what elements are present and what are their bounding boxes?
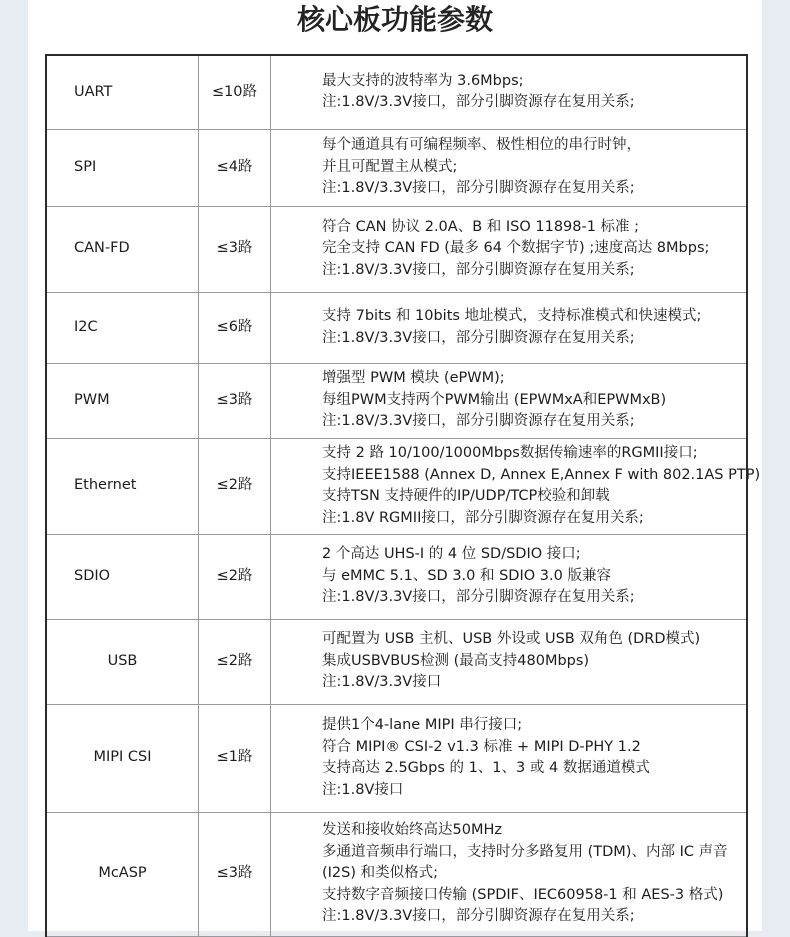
interface-description	[271, 534, 748, 619]
table-row	[46, 812, 747, 936]
description-line: 支持数字音频接口传输 (SPDIF、IEC60958-1 和 AES-3 格式)	[322, 886, 724, 903]
interface-description	[271, 55, 748, 129]
interface-name: CAN-FD	[46, 206, 199, 292]
interface-name: I2C	[46, 292, 199, 363]
channel-count: ≤4路	[199, 129, 271, 206]
interface-description	[271, 292, 748, 363]
table-row	[46, 704, 747, 812]
description-line: 可配置为 USB 主机、USB 外设或 USB 双角色 (DRD模式)	[322, 631, 701, 648]
interface-name: UART	[46, 55, 199, 129]
channel-count: ≤3路	[199, 812, 271, 936]
table-row	[46, 55, 747, 129]
description-line: 最大支持的波特率为 3.6Mbps;	[322, 72, 524, 89]
description-line: 发送和接收始终高达50MHz	[322, 822, 502, 839]
channel-count: ≤6路	[199, 292, 271, 363]
description-line: 注:1.8V/3.3V接口	[322, 674, 442, 691]
description-line: 每个通道具有可编程频率、极性相位的串行时钟，	[322, 137, 641, 154]
page-title: 核心板功能参数	[296, 3, 493, 36]
interface-name: SDIO	[46, 534, 199, 619]
interface-description	[271, 206, 748, 292]
channel-count: ≤2路	[199, 438, 271, 534]
spec-table	[45, 54, 761, 937]
table-row	[46, 363, 747, 438]
description-line: 多通道音频串行端口，支持时分多路复用 (TDM)、内部 IC 声音	[322, 843, 728, 860]
description-line: 注:1.8V/3.3V接口，部分引脚资源存在复用关系;	[322, 94, 635, 111]
description-line: 支持高达 2.5Gbps 的 1、1、3 或 4 数据通道模式	[322, 760, 650, 776]
channel-count: ≤1路	[199, 704, 271, 812]
spec-panel	[28, 0, 762, 931]
interface-name: McASP	[46, 812, 199, 936]
description-line: 注:1.8V/3.3V接口，部分引脚资源存在复用关系;	[322, 413, 635, 430]
description-line: 支持TSN 支持硬件的IP/UDP/TCP校验和卸载	[322, 488, 610, 504]
interface-description	[271, 619, 748, 704]
description-line: 支持IEEE1588 (Annex D, Annex E,Annex F with 802.1AS PTP)	[322, 466, 761, 483]
description-line: 注:1.8V/3.3V接口，部分引脚资源存在复用关系;	[322, 589, 635, 606]
description-line: 完全支持 CAN FD (最多 64 个数据字节) ;速度高达 8Mbps;	[322, 240, 710, 257]
description-line: 符合 MIPI® CSI-2 v1.3 标准 + MIPI D-PHY 1.2	[322, 738, 641, 755]
channel-count: ≤3路	[199, 206, 271, 292]
table-row	[46, 438, 747, 534]
table-row	[46, 206, 747, 292]
description-line: 符合 CAN 协议 2.0A、B 和 ISO 11898-1 标准 ;	[322, 218, 640, 235]
description-line: 注:1.8V/3.3V接口，部分引脚资源存在复用关系;	[322, 329, 635, 346]
description-line: 集成USBVBUS检测 (最高支持480Mbps)	[322, 652, 590, 669]
description-line: 注:1.8V/3.3V接口，部分引脚资源存在复用关系;	[322, 261, 635, 278]
description-line: 注:1.8V/3.3V接口，部分引脚资源存在复用关系;	[322, 908, 635, 925]
description-line: 与 eMMC 5.1、SD 3.0 和 SDIO 3.0 版兼容	[322, 567, 611, 584]
table-row	[46, 292, 747, 363]
table-row	[46, 129, 747, 206]
description-line: 并且可配置主从模式;	[322, 158, 458, 175]
interface-name: PWM	[46, 363, 199, 438]
description-line: 注:1.8V接口	[322, 781, 404, 798]
description-line: 注:1.8V/3.3V接口，部分引脚资源存在复用关系;	[322, 180, 635, 197]
channel-count: ≤10路	[199, 55, 271, 129]
interface-name: Ethernet	[46, 438, 199, 534]
table-row	[46, 534, 747, 619]
interface-description	[271, 812, 748, 936]
interface-name: SPI	[46, 129, 199, 206]
description-line: 支持 7bits 和 10bits 地址模式，支持标准模式和快速模式;	[322, 308, 702, 324]
interface-description	[271, 363, 748, 438]
description-line: 2 个高达 UHS-I 的 4 位 SD/SDIO 接口;	[322, 546, 581, 563]
interface-name: MIPI CSI	[46, 704, 199, 812]
interface-description	[271, 129, 748, 206]
description-line: 每组PWM支持两个PWM输出 (EPWMxA和EPWMxB)	[322, 391, 667, 408]
channel-count: ≤3路	[199, 363, 271, 438]
description-line: 增强型 PWM 模块 (ePWM);	[322, 370, 505, 387]
channel-count: ≤2路	[199, 534, 271, 619]
channel-count: ≤2路	[199, 619, 271, 704]
table-row	[46, 619, 747, 704]
interface-name: USB	[46, 619, 199, 704]
description-line: (I2S) 和类似格式;	[322, 865, 439, 882]
description-line: 注:1.8V RGMII接口，部分引脚资源存在复用关系;	[322, 509, 644, 526]
interface-description	[271, 438, 761, 534]
interface-description	[271, 704, 748, 812]
description-line: 支持 2 路 10/100/1000Mbps数据传输速率的RGMII接口;	[322, 445, 698, 461]
description-line: 提供1个4-lane MIPI 串行接口;	[322, 717, 523, 733]
